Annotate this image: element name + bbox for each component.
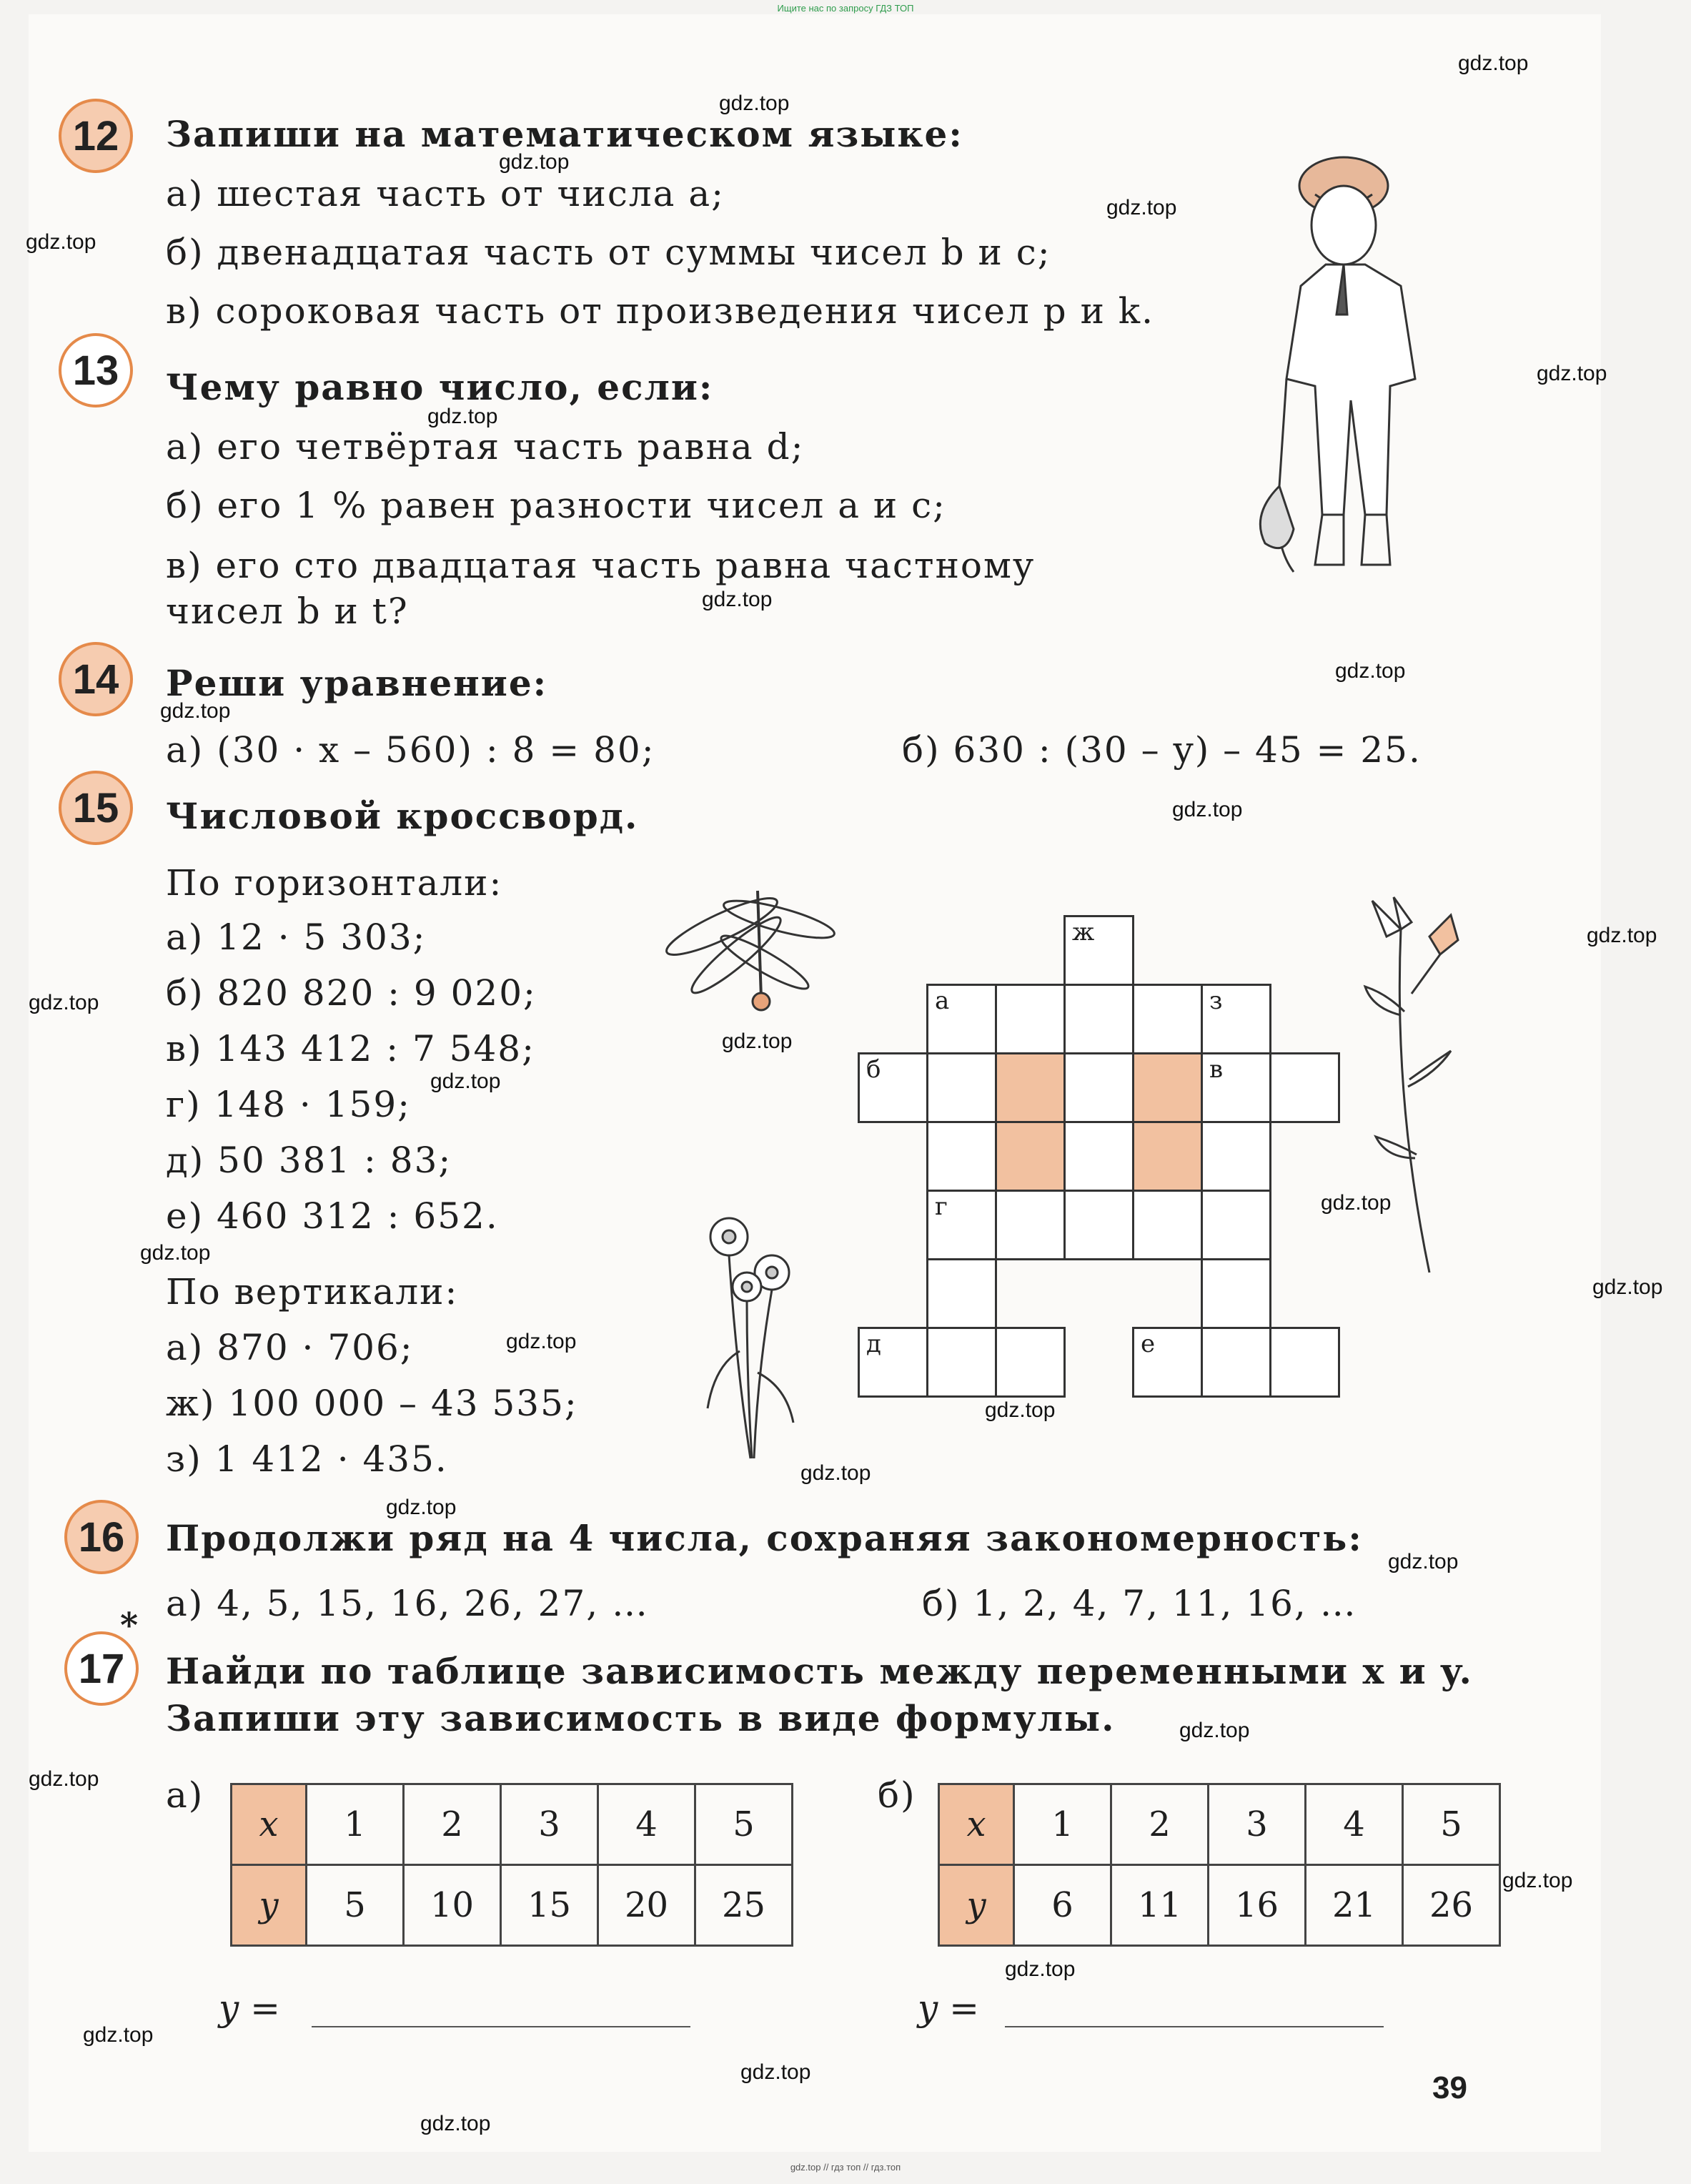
- table-a-x-header: x: [232, 1784, 307, 1865]
- table-a-x-cell: 4: [598, 1784, 695, 1865]
- table-a-y-cell: 25: [695, 1865, 793, 1946]
- watermark-text: gdz.top: [430, 1069, 501, 1093]
- table-a-x-cell: 5: [695, 1784, 793, 1865]
- table-b-x-cell: 2: [1111, 1784, 1209, 1865]
- page-number: 39: [1432, 2070, 1467, 2105]
- watermark-text: gdz.top: [26, 230, 96, 254]
- exercise-number-13: 13: [59, 333, 133, 407]
- watermark-text: gdz.top: [1587, 924, 1657, 947]
- ex12-title: Запиши на математическом языке:: [166, 113, 963, 155]
- crossword-cell[interactable]: [926, 1327, 997, 1398]
- crossword-cell[interactable]: [1063, 1121, 1134, 1192]
- ex13-item-c-line2: чисел b и t?: [166, 591, 409, 632]
- watermark-text: gdz.top: [83, 2023, 154, 2047]
- ex17-table-b: [938, 1783, 1501, 1947]
- exercise-number-15: 15: [59, 771, 133, 845]
- watermark-text: gdz.top: [719, 92, 790, 115]
- ex16-title: Продолжи ряд на 4 числа, сохраняя закономерность:: [166, 1517, 1363, 1559]
- table-b-y-header: y: [939, 1865, 1014, 1946]
- watermark-text: gdz.top: [29, 991, 99, 1014]
- watermark-text: gdz.top: [427, 405, 498, 428]
- watermark-text: gdz.top: [386, 1496, 457, 1519]
- ex16-item-b: б) 1, 2, 4, 7, 11, 16, …: [922, 1583, 1357, 1624]
- ex15-horizontal-v: в) 143 412 : 7 548;: [166, 1028, 535, 1069]
- bluebell-flower-illustration: [1344, 886, 1487, 1280]
- crossword-shaded-cell: [1132, 1052, 1203, 1123]
- crossword-cell[interactable]: [1201, 1121, 1271, 1192]
- crossword-cell[interactable]: [926, 1258, 997, 1329]
- crossword-cell[interactable]: [1201, 1327, 1271, 1398]
- crossword-cell[interactable]: [995, 1190, 1066, 1260]
- table-a-x-cell: 2: [404, 1784, 501, 1865]
- crossword-shaded-cell: [995, 1121, 1066, 1192]
- ex17-star: *: [120, 1606, 140, 1646]
- crossword-cell[interactable]: [995, 984, 1066, 1054]
- crossword-label-d: д: [866, 1330, 881, 1358]
- ex15-horizontal-g: г) 148 · 159;: [166, 1084, 411, 1125]
- ex12-item-c: в) сороковая часть от произведения чисел p и k.: [166, 290, 1154, 332]
- crossword-cell[interactable]: [926, 1121, 997, 1192]
- watermark-text: gdz.top: [1592, 1275, 1663, 1299]
- ex12-item-a: а) шестая часть от числа a;: [166, 173, 725, 214]
- ex15-horizontal-b: б) 820 820 : 9 020;: [166, 972, 537, 1014]
- ex17-answer-b-label: y =: [918, 1987, 980, 2029]
- crossword-cell[interactable]: [1269, 1327, 1340, 1398]
- crossword-label-g: г: [935, 1192, 948, 1221]
- table-b-x-cell: 3: [1209, 1784, 1306, 1865]
- watermark-text: gdz.top: [1537, 362, 1607, 385]
- watermark-text: gdz.top: [1458, 51, 1529, 75]
- watermark-text: gdz.top: [1172, 798, 1243, 821]
- crossword-cell[interactable]: [1063, 984, 1134, 1054]
- ex15-vertical-a: а) 870 · 706;: [166, 1327, 414, 1368]
- watermark-text: gdz.top: [1005, 1957, 1076, 1981]
- ex17-title-line2: Запиши эту зависимость в виде формулы.: [166, 1697, 1116, 1739]
- crossword-cell[interactable]: [1063, 1052, 1134, 1123]
- watermark-text: gdz.top: [29, 1767, 99, 1791]
- watermark-text: gdz.top: [140, 1241, 211, 1265]
- watermark-text: gdz.top: [1335, 659, 1406, 683]
- exercise-number-16: 16: [64, 1500, 139, 1574]
- watermark-text: gdz.top: [506, 1330, 577, 1353]
- ex17-table-a: [230, 1783, 793, 1947]
- crossword-shaded-cell: [1132, 1121, 1203, 1192]
- header-note: Ищите нас по запросу ГДЗ ТОП: [777, 3, 914, 14]
- crossword-cell[interactable]: [1063, 1190, 1134, 1260]
- table-b-y-cell: 6: [1014, 1865, 1111, 1946]
- crossword-cell[interactable]: [1201, 1258, 1271, 1329]
- ex14-item-a: а) (30 · x – 560) : 8 = 80;: [166, 729, 655, 771]
- ex13-item-a: а) его четвёртая часть равна d;: [166, 426, 805, 468]
- daisy-flowers-illustration: [686, 1208, 815, 1466]
- ex17-label-a: а): [166, 1774, 204, 1816]
- exercise-number-14: 14: [59, 642, 133, 716]
- ex16-item-a: а) 4, 5, 15, 16, 26, 27, …: [166, 1583, 650, 1624]
- dragonfly-illustration: [658, 876, 851, 1019]
- ex17-answer-a-blank[interactable]: [312, 2026, 690, 2027]
- ex17-answer-b-blank[interactable]: [1005, 2026, 1384, 2027]
- ex17-answer-a-label: y =: [219, 1987, 281, 2029]
- crossword-label-zh: ж: [1072, 918, 1095, 947]
- exercise-number-12: 12: [59, 99, 133, 173]
- ex15-horizontal-d: д) 50 381 : 83;: [166, 1140, 452, 1181]
- crossword-label-e: е: [1141, 1330, 1156, 1358]
- watermark-text: gdz.top: [1388, 1550, 1459, 1573]
- watermark-text: gdz.top: [1321, 1191, 1392, 1215]
- crossword-shaded-cell: [995, 1052, 1066, 1123]
- exercise-number-17: 17: [64, 1631, 139, 1706]
- crossword-cell[interactable]: [1201, 1190, 1271, 1260]
- ex17-label-b: б): [878, 1774, 916, 1816]
- boy-illustration: [1236, 143, 1451, 601]
- watermark-text: gdz.top: [499, 150, 570, 174]
- watermark-text: gdz.top: [420, 2112, 491, 2135]
- table-b-x-header: x: [939, 1784, 1014, 1865]
- table-b-y-cell: 11: [1111, 1865, 1209, 1946]
- crossword-cell[interactable]: [1132, 984, 1203, 1054]
- crossword-cell[interactable]: [1132, 1190, 1203, 1260]
- table-a-y-cell: 15: [501, 1865, 598, 1946]
- crossword-cell[interactable]: [926, 1052, 997, 1123]
- watermark-text: gdz.top: [722, 1029, 793, 1053]
- ex15-horizontal-title: По горизонтали:: [166, 862, 503, 904]
- crossword-label-v: в: [1209, 1055, 1224, 1084]
- watermark-text: gdz.top: [1179, 1719, 1250, 1742]
- ex15-horizontal-e: е) 460 312 : 652.: [166, 1195, 499, 1237]
- ex17-title-line1: Найди по таблице зависимость между переменными x и y.: [166, 1650, 1473, 1692]
- watermark-text: gdz.top: [1502, 1869, 1573, 1892]
- table-b-y-cell: 26: [1403, 1865, 1500, 1946]
- crossword-label-b: б: [866, 1055, 881, 1084]
- ex13-item-b: б) его 1 % равен разности чисел a и c;: [166, 485, 946, 526]
- watermark-text: gdz.top: [985, 1398, 1056, 1422]
- table-a-y-cell: 10: [404, 1865, 501, 1946]
- ex13-item-c-line1: в) его сто двадцатая часть равна частному: [166, 545, 1036, 586]
- ex15-vertical-zh: ж) 100 000 – 43 535;: [166, 1383, 578, 1424]
- ex13-title: Чему равно число, если:: [166, 366, 714, 408]
- crossword-label-a: а: [935, 987, 950, 1015]
- watermark-text: gdz.top: [160, 699, 231, 723]
- ex12-item-b: б) двенадцатая часть от суммы чисел b и c;: [166, 232, 1051, 273]
- table-b-x-cell: 5: [1403, 1784, 1500, 1865]
- watermark-text: gdz.top: [800, 1461, 871, 1485]
- table-b-x-cell: 1: [1014, 1784, 1111, 1865]
- table-a-y-cell: 5: [307, 1865, 404, 1946]
- ex15-title: Числовой кроссворд.: [166, 795, 639, 837]
- table-a-x-cell: 3: [501, 1784, 598, 1865]
- ex14-item-b: б) 630 : (30 – y) – 45 = 25.: [902, 729, 1422, 771]
- table-b-y-cell: 21: [1306, 1865, 1403, 1946]
- crossword-cell[interactable]: [995, 1327, 1066, 1398]
- crossword-label-z: з: [1209, 987, 1223, 1015]
- ex15-vertical-z: з) 1 412 · 435.: [166, 1438, 448, 1480]
- watermark-text: gdz.top: [1106, 196, 1177, 219]
- ex15-horizontal-a: а) 12 · 5 303;: [166, 916, 427, 958]
- footer-note: gdz.top // гдз топ // гдз.топ: [790, 2162, 901, 2173]
- table-a-y-header: y: [232, 1865, 307, 1946]
- ex14-title: Реши уравнение:: [166, 662, 548, 704]
- crossword-cell[interactable]: [1269, 1052, 1340, 1123]
- table-a-y-cell: 20: [598, 1865, 695, 1946]
- ex15-vertical-title: По вертикали:: [166, 1271, 459, 1313]
- watermark-text: gdz.top: [740, 2060, 811, 2084]
- watermark-text: gdz.top: [702, 588, 773, 611]
- table-a-x-cell: 1: [307, 1784, 404, 1865]
- table-b-x-cell: 4: [1306, 1784, 1403, 1865]
- table-b-y-cell: 16: [1209, 1865, 1306, 1946]
